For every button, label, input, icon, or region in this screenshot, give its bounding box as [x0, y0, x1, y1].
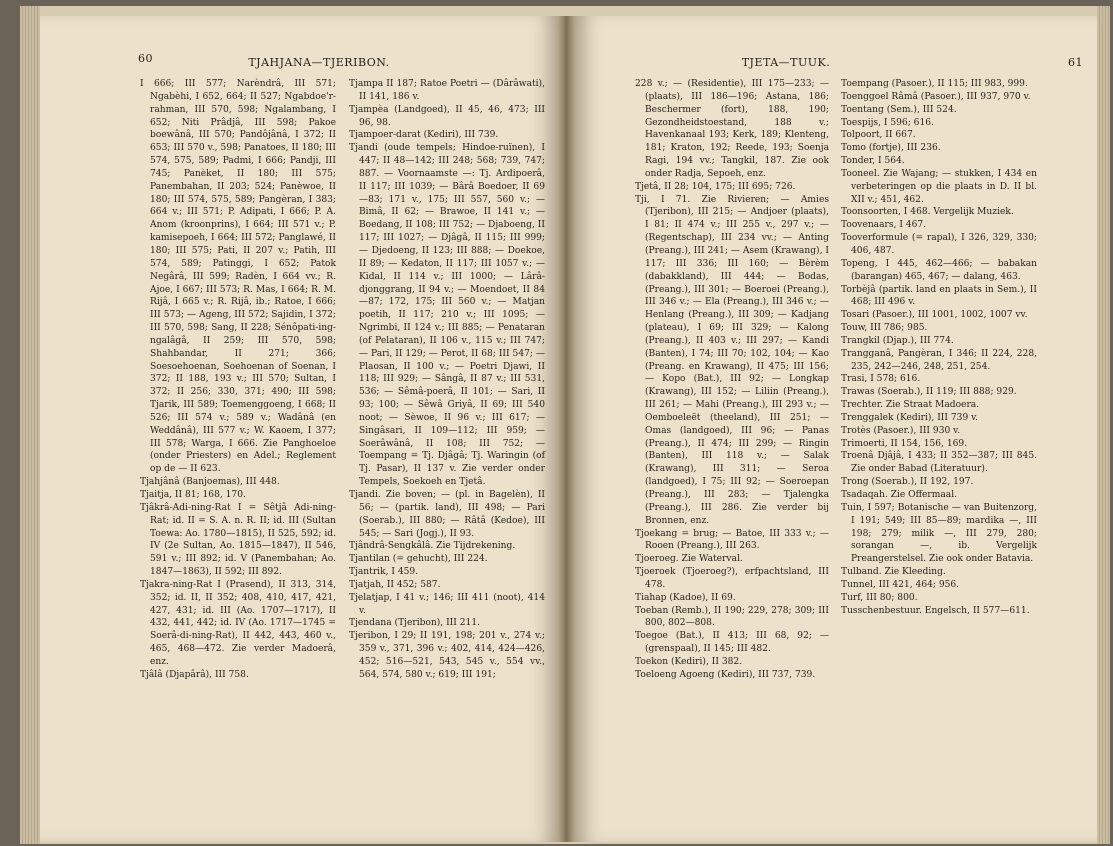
index-entry: Tosari (Pasoer.), III 1001, 1002, 1007 vv. [841, 310, 1028, 321]
index-entry: Topeng, I 445, 462—466; — babakan (barangan) 465, 467; — dalang, 463. [841, 258, 1037, 282]
right-column-2 [841, 78, 1037, 617]
index-entry: Trimoerti, II 154, 156, 169. [841, 438, 968, 449]
index-entry: Tjoeroeg. Zie Waterval. [635, 554, 743, 565]
index-entry: Tuin, I 597; Botanische — van Buitenzorg, I 191; 549; III 85—89; mardika —, III 198; 279; milik —, III 279, 280; sorangan —, ib. Vergelijk Preangerstelsel. Zie ook onder Batavia. [841, 502, 1037, 565]
index-entry: Trangganâ, Pangèran, I 346; II 224, 228, 235, 242—246, 248, 251, 254. [841, 348, 1037, 372]
index-entry: I 666; III 577; Narèndrâ, III 571; Ngabèhi, I 652, 664; II 527; Ngabdoe'r-rahman, III 570, 598; Ngalambang, I 652; Niti Prâdjâ, III 598; Pakoe boewânâ, III 570; Pandôjânâ, I 372; II 653; III 570 v., 598; Panatoes, II 180; III 574, 575, 589; Padmi, I 666; Pandji, III 745; Panèket, II 180; III 575; Panembahan, II 203; 524; Panèwoe, II 180; III 574, 575, 589; Pangèran, I 383; 664 v.; III 571; P. Adipati, I 666; P. A. Anom (kroonprins), I 664; III 571 v.; P. kamisepoeh, I 664; III 572; Panglawé, II 180; III 575; Pati, II 207 v.; Patih, III 574, 589; Patinggi, I 652; Patok Negârâ, III 599; Radèn, I 664 vv.; R. Ajoe, I 667; III 573; R. Mas, I 664; R. M. Rijâ, I 665 v.; R. Rijâ, ib.; Ratoe, I 666; III 573; — Ageng, III 572; Sajidin, I 372; III 570, 598; Sang, II 228; Sénôpati-ing-ngalâgâ, II 259; III 570, 598; Shahbandar, II 271; 366; Soesoehoenan, Soehoenan of Soenan, I 372; II 188, 193 v.; III 570; Sultan, I 372; II 256; 330, 371; 490; III 598; Tjarik, III 589; Toemenggoeng, I 668; II 526; III 574 v.; 589 v.; Wadânâ (en Weddânâ), III 577 v.; W. Kaoem, I 377; III 578; Warga, I 666. Zie Panghoeloe (onder Priesters) en Adel.; Reglement op de — II 623. [140, 79, 336, 475]
right-page-number: 61 [1068, 56, 1083, 69]
index-entry: Tjândrâ-Sengkâlâ. Zie Tijdrekening. [349, 541, 516, 552]
index-entry: Tjelatjap, I 41 v.; 146; III 411 (noot), 414 v. [349, 592, 545, 616]
left-running-head: TJAHJANA—TJERIBON. [248, 56, 390, 69]
index-entry: Tjampèa (Landgoed), II 45, 46, 473; III 96, 98. [349, 104, 545, 128]
open-book [20, 6, 1110, 844]
index-entry: Tjandi (oude tempels; Hindoe-ruïnen), I 447; II 48—142; III 248; 568; 739, 747; 887. — Voornaamste —: Tj. Ardipoerâ, II 117; III 1039; — Bârâ Boedoer, II 69—83; 171 v., 175; III 557, 560 v.; — Bimâ, II 62; — Brawoe, II 141 v.; — Boedang, II 108; III 752; — Djaboeng, II 117; III 1027; — Djâgâ, II 115; III 999; — Djedoeng, II 123; III 888; — Doekoe, II 89; — Kedaton, II 117; III 1057 v.; — Kidal, II 114 v.; III 1000; — Lârâ-djonggrang, II 94 v.; — Moendoet, II 84—87; 172, 175; III 560 v.; — Matjan poetih, II 117; 210 v.; III 1095; — Ngrimbi, II 124 v.; III 885; — Penataran (of Pelataran), II 106 v., 115 v.; III 747; — Pari, II 129; — Perot, II 68; III 547; — Plaosan, II 100 v.; — Poetri Djawi, II 118; III 929; — Sângâ, II 87 v.; III 531, 536; — Sêmâ-poerâ, II 101; — Sari, II 93; 100; — Sêwâ Griyâ, II 69; III 540 noot; — Sèwoe, II 96 v.; III 617; — Singâsari, II 109—112; III 959; — Soerâwânâ, II 108; III 752; — Toempang = Tj. Djâgâ; Tj. Waringin (of Tj. Pasar), II 137 v. Zie verder onder Tempels, Soekoeh en Tjetâ. [349, 143, 545, 488]
index-entry: Toespijs, I 596; 616. [841, 117, 934, 128]
index-entry: Tji, I 71. Zie Rivieren; — Amies (Tjeribon), III 215; — Andjoer (plaats), I 81; II 474 v.; III 255 v., 297 v.; — (Regentschap), III 234 vv.; — Anting (Preang.), III 241; — Asem (Krawang), I 117; III 336; III 160; — Bèrèm (dabakkland), III 444; — Bodas, (Preang.), III 301; — Boeroei (Preang.), III 346 v.; — Ela (Preang.), III 346 v.; — Henlang (Preang.), III 309; — Kadjang (plateau), I 69; III 329; — Kalong (Preang.), II 403 v.; III 297; — Kandi (Banten), I 74; III 70; 102, 104; — Kao (Preang. en Krawang), II 475; III 156; — Kopo (Bat.), III 92; — Longkap (Krawang), III 152; — Liliin (Preang.), III 261; — Mahi (Preang.), III 293 v.; — Oemboeleët (theeland), III 251; — Omas (landgoed), III 96; — Panas (Preang.), II 474; III 299; — Ringin (Banten), III 118 v.; — Salak (Krawang), III 311; — Seroa (landgoed), I 75; III 92; — Soeroepan (Preang.), III 283; — Tjalengka (Preang.), III 286. Zie verder bij Bronnen, enz. [635, 194, 829, 526]
index-entry: Tooverformule (= rapal), I 326, 329, 330; 406, 487. [841, 233, 1037, 256]
left-page-number: 60 [138, 52, 153, 65]
index-entry: Trenggalek (Kediri), III 739 v. [841, 412, 979, 423]
index-entry: Trasi, I 578; 616. [841, 374, 921, 385]
index-entry: Torbèjâ (partik. land en plaats in Sem.), II 468; III 496 v. [841, 284, 1037, 308]
index-entry: Tjatjah, II 452; 587. [349, 579, 441, 590]
index-entry: Tjetâ, II 28; 104, 175; III 695; 726. [635, 181, 796, 192]
index-entry: Tjampoer-darat (Kediri), III 739. [349, 130, 499, 141]
right-page-edges [1097, 6, 1110, 844]
index-entry: Toekon (Kediri), II 382. [635, 656, 743, 667]
index-entry: Tjendana (Tjeribon), III 211. [349, 618, 481, 629]
right-header [575, 52, 1097, 70]
index-entry: Trechter. Zie Straat Madoera. [841, 400, 980, 411]
left-column-1 [140, 78, 336, 682]
book-gutter [558, 16, 575, 842]
index-entry: Tjoeroek (Tjoeroeg?), erfpachtsland, III 478. [635, 567, 829, 590]
index-entry: Tjampa II 187; Ratoe Poetri — (Dârâwati), II 141, 186 v. [349, 79, 545, 102]
index-entry: Toegoe (Bat.), II 413; III 68, 92; — (grenspaal), II 145; III 482. [635, 631, 829, 655]
index-entry: Toentang (Sem.), III 524. [841, 104, 957, 115]
left-page-edges [20, 6, 40, 844]
index-entry: Toovenaars, I 467. [841, 220, 927, 231]
index-entry: Toeban (Remb.), II 190; 229, 278; 309; III 800, 802—808. [635, 605, 829, 629]
index-entry: 228 v.; — (Residentie), III 175—233; — (plaats), III 186—196; Astana, 186; Beschermer (fort), 188, 190; Gezondheidstoestand, 188 v.; Havenkanaal 193; Kerk, 189; Klenteng, 181; Kraton, 192; Reede, 193; Soenja Ragi, 194 vv.; Tangkil, 187. Zie ook onder Radja, Sepoeh, enz. [635, 79, 829, 179]
index-entry: Toenggoel Râmâ (Pasoer.), III 937, 970 v. [841, 91, 1031, 102]
index-entry: Tolpoort, II 667. [841, 130, 916, 141]
index-entry: Turf, III 80; 800. [841, 592, 918, 603]
index-entry: Troenâ Djâjâ, I 433; II 352—387; III 845. Zie onder Babad (Literatuur). [841, 451, 1037, 475]
index-entry: Tjâkrâ-Adi-ning-Rat I = Sêtjâ Adi-ning-Rat; id. II = S. A. n. R. II; id. III (Sultan Toewa: Ao. 1780—1815), II 525, 592; id. IV (2e Sultan, Ao. 1815—1847), II 546, 591 v.; III 892; id. V (Panembahan; Ao. 1847—1863), II 592; III 892. [140, 502, 336, 578]
index-entry: Tjâlâ (Djapârâ), III 758. [140, 669, 249, 680]
index-entry: Tsadaqah. Zie Offermaal. [841, 490, 958, 500]
index-entry: Tjantrik, I 459. [349, 567, 419, 578]
index-entry: Tjakra-ning-Rat I (Prasend), II 313, 314, 352; id. II, II 352; 408, 410, 417, 421, 427, 431; id. III (Ao. 1707—1717), II 432, 441, 442; id. IV (Ao. 1717—1745 = Soerâ-di-ning-Rat), II 442, 443, 460 v., 465, 468—472. Zie verder Madoerâ, enz. [140, 579, 336, 667]
left-page [40, 16, 558, 842]
index-entry: Tjandi. Zie boven; — (pl. in Bagelèn), II 56; — (partik. land), III 498; — Pari (Soerab.), III 880; — Râtâ (Kedoe), III 545; — Sari (Jogj.), II 93. [349, 490, 545, 539]
index-entry: Trawas (Soerab.), II 119; III 888; 929. [841, 387, 1017, 398]
index-entry: Tusschenbestuur. Engelsch, II 577—611. [841, 605, 1030, 616]
index-entry: Toempang (Pasoer.), II 115; III 983, 999. [841, 79, 1028, 89]
index-entry: Tonder, I 564. [841, 156, 905, 167]
right-running-head: TJETA—TUUK. [741, 56, 831, 69]
right-column-1 [635, 78, 829, 682]
index-entry: Tjantilan (= gehucht), III 224. [349, 554, 488, 565]
index-entry: Tjahjânâ (Banjoemas), III 448. [140, 477, 280, 488]
index-entry: Tulband. Zie Kleeding. [841, 567, 946, 578]
index-entry: Tjaitja, II 81; 168, 170. [140, 490, 246, 500]
index-entry: Trotès (Pasoer.), III 930 v. [841, 425, 961, 436]
index-entry: Touw, III 786; 985. [841, 323, 928, 334]
left-column-2 [349, 78, 545, 682]
index-entry: Tomo (fortje), III 236. [841, 143, 941, 154]
index-entry: Tunnel, III 421, 464; 956. [841, 579, 960, 590]
index-entry: Trangkil (Djap.), III 774. [841, 335, 954, 346]
right-page [575, 16, 1097, 842]
index-entry: Trong (Soerab.), II 192, 197. [841, 477, 974, 488]
index-entry: Tjeribon, I 29; II 191, 198; 201 v., 274 v.; 359 v., 371, 396 v.; 402, 414, 424—426, 452; 516—521, 543, 545 v., 554 vv., 564, 574, 580 v.; 619; III 191; [349, 631, 545, 680]
index-entry: Toonsoorten, I 468. Vergelijk Muziek. [841, 207, 1014, 218]
index-entry: Tiahap (Kadoe), II 69. [635, 592, 736, 603]
index-entry: Tooneel. Zie Wajang; — stukken, I 434 en verbeteringen op die plaats in D. II bl. XII v.; 451, 462. [841, 168, 1037, 205]
index-entry: Toeloeng Agoeng (Kediri), III 737, 739. [635, 669, 816, 680]
left-header [40, 52, 558, 70]
index-entry: Tjoekang = brug; — Batoe, III 333 v.; — Rooen (Preang.), III 263. [635, 528, 829, 552]
